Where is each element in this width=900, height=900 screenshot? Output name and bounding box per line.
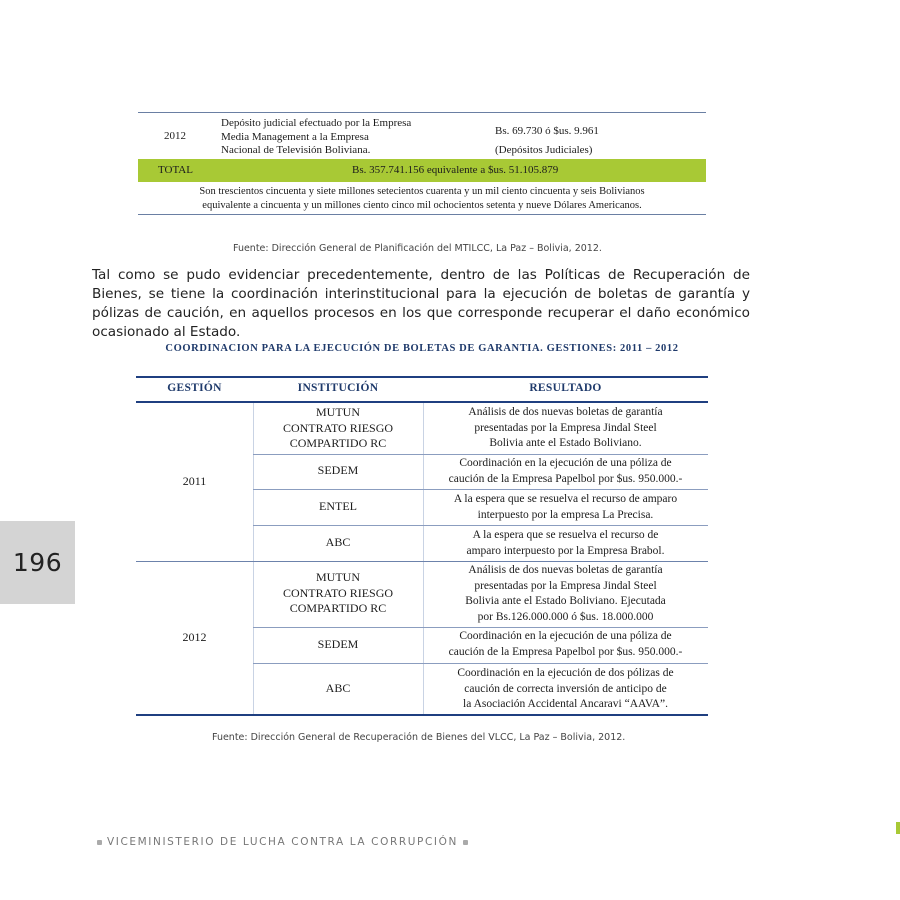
body-paragraph: Tal como se pudo evidenciar precedentemente, dentro de las Políticas de Recuperación de Bienes, se tiene la coordinación interinstitucional para la ejecución de boletas de garantía y pólizas de caución, en aquellos procesos en los que corresponde recuperar el daño económico ocasionado al Estado.: [92, 267, 750, 340]
bullet-icon: [463, 840, 468, 845]
table-rule: [138, 214, 706, 215]
row-divider: [253, 525, 708, 526]
result-cell: Análisis de dos nuevas boletas de garantía presentadas por la Empresa Jindal Steel Bolivia ante el Estado Boliviano. Ejecutada por Bs.126.000.000 ó $us. 18.000.000: [465, 564, 666, 623]
institution-cell: SEDEM: [317, 637, 359, 651]
row-divider: [253, 489, 708, 490]
coordination-table: [136, 376, 708, 716]
table1-source: Fuente: Dirección General de Planificación del MTILCC, La Paz – Bolivia, 2012.: [233, 243, 602, 254]
result-cell: Análisis de dos nuevas boletas de garantía presentadas por la Empresa Jindal Steel Bolivia ante el Estado Boliviano.: [468, 406, 663, 449]
result-cell: Coordinación en la ejecución de una póliza de caución de la Empresa Papelbol por $us. 950.000.-: [448, 630, 683, 658]
institution-cell: ENTEL: [319, 499, 357, 513]
row-divider: [253, 454, 708, 455]
page-number: 196: [0, 521, 75, 604]
table-row: [138, 113, 706, 159]
year-2011-cell: 2011: [182, 474, 207, 488]
table-bottom-rule: [136, 714, 708, 716]
institution-cell: ABC: [325, 535, 351, 549]
result-cell: A la espera que se resuelva el recurso de amparo interpuesto por la Empresa Brabol.: [466, 529, 665, 557]
table2-title: COORDINACION PARA LA EJECUCIÓN DE BOLETAS DE GARANTIA. GESTIONES: 2011 – 2012: [165, 343, 679, 354]
total-row: [138, 159, 706, 182]
table2-source: Fuente: Dirección General de Recuperación de Bienes del VLCC, La Paz – Bolivia, 2012.: [212, 732, 626, 743]
header-institucion: INSTITUCIÓN: [297, 382, 379, 394]
total-label: TOTAL: [158, 164, 193, 176]
row-divider: [253, 627, 708, 628]
row-divider: [253, 663, 708, 664]
total-value: Bs. 357.741.156 equivalente a $us. 51.105.879: [352, 164, 559, 176]
deposit-summary-table: [138, 112, 706, 215]
institution-cell: MUTUN CONTRATO RIESGO COMPARTIDO RC: [282, 405, 394, 450]
bullet-icon: [97, 840, 102, 845]
amount-cell: Bs. 69.730 ó $us. 9.961 (Depósitos Judiciales): [495, 125, 599, 156]
institution-cell: ABC: [325, 681, 351, 695]
institution-cell: MUTUN CONTRATO RIESGO COMPARTIDO RC: [282, 570, 394, 615]
footer: [92, 836, 473, 848]
header-gestion: GESTIÓN: [167, 382, 222, 394]
result-cell: Coordinación en la ejecución de una póliza de caución de la Empresa Papelbol por $us. 950.000.-: [448, 457, 683, 485]
edge-mark: [896, 822, 900, 834]
table-top-rule: [136, 376, 708, 378]
header-resultado: RESULTADO: [529, 382, 602, 394]
year-2012-cell: 2012: [182, 630, 207, 644]
institution-cell: SEDEM: [317, 463, 359, 477]
table-header-rule: [136, 401, 708, 403]
year-cell: 2012: [164, 130, 186, 142]
footer-text: VICEMINISTERIO DE LUCHA CONTRA LA CORRUPCIÓN: [107, 836, 458, 848]
result-cell: A la espera que se resuelva el recurso de amparo interpuesto por la empresa La Precisa.: [453, 493, 678, 521]
total-in-words: Son trescientos cincuenta y siete millones setecientos cuarenta y un mil ciento cincuenta y seis Bolivianos equivalente a cincuenta y un millones ciento cinco mil ochocientos setenta y nueve Dólares Americanos.: [199, 186, 645, 211]
result-cell: Coordinación en la ejecución de dos pólizas de caución de correcta inversión de anticipo de la Asociación Accidental Ancaravi “AAVA”.: [457, 667, 674, 710]
group-divider: [136, 561, 708, 562]
description-cell: Depósito judicial efectuado por la Empresa Media Management a la Empresa Nacional de Televisión Boliviana.: [221, 117, 412, 156]
